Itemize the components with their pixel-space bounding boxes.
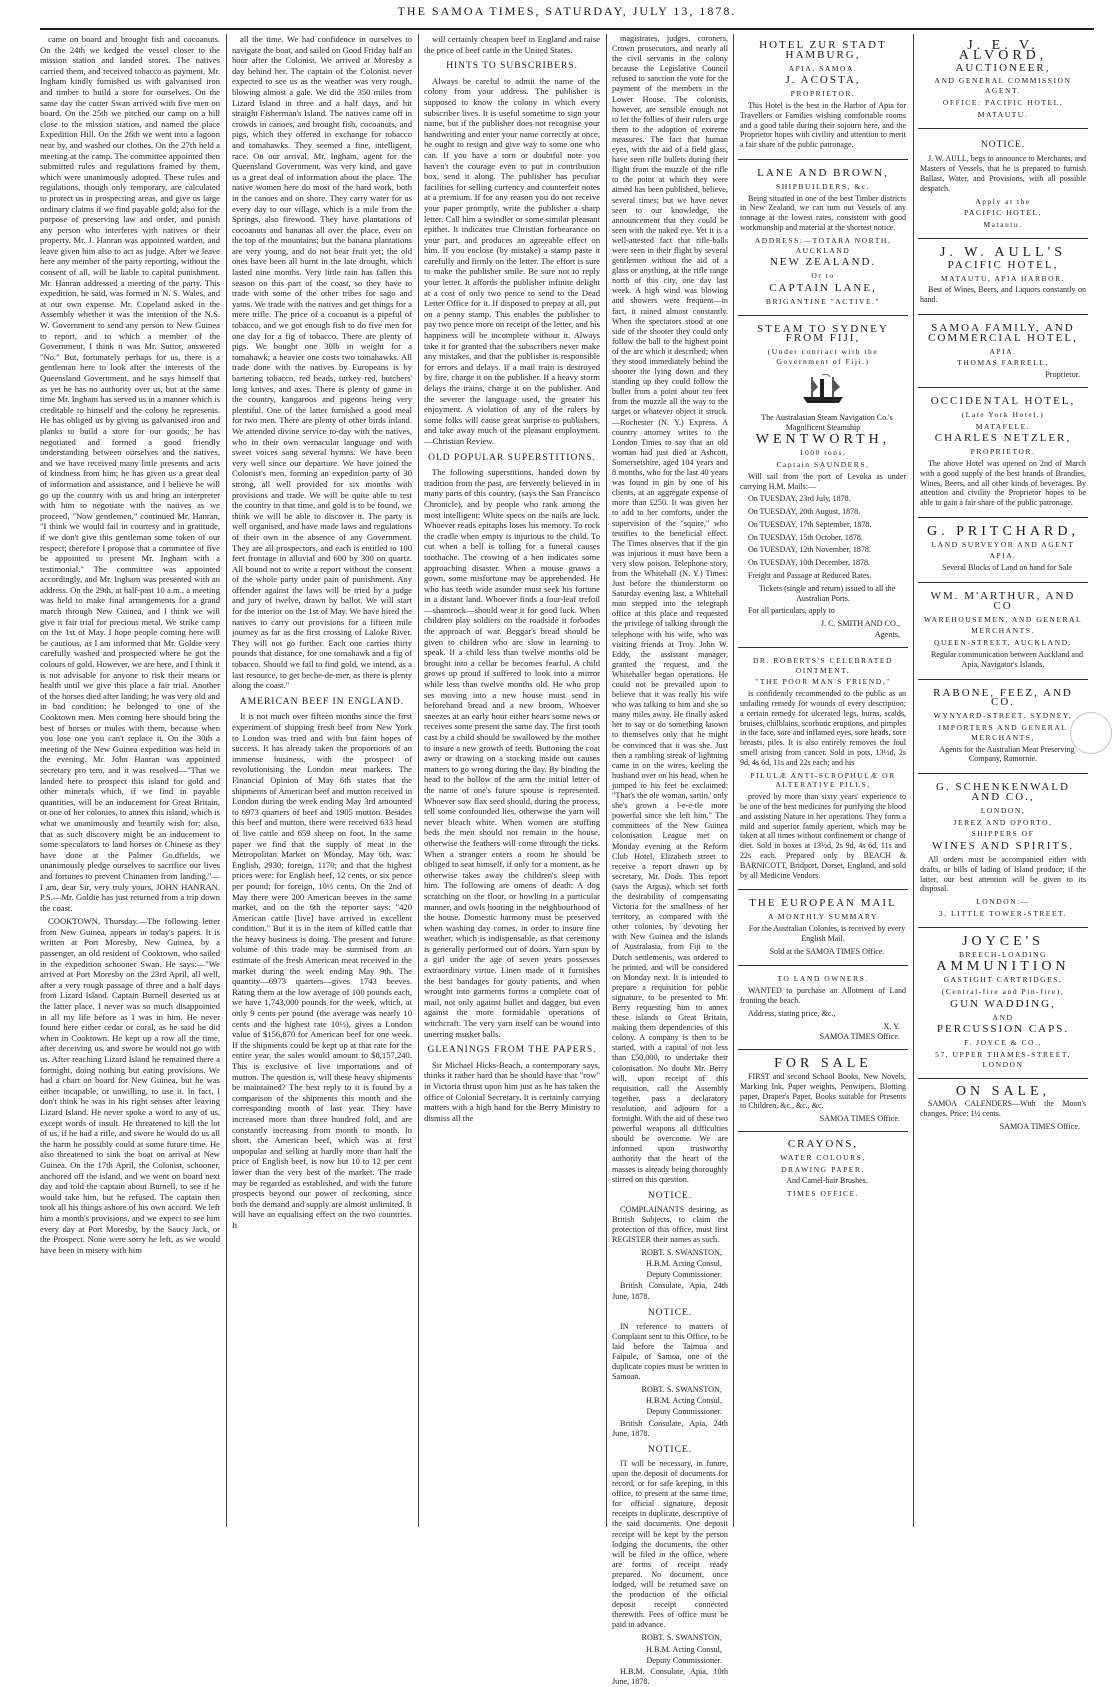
notice-heading: NOTICE. — [647, 1444, 693, 1455]
notice-signature: ROBT. S. SWANSTON, — [641, 1385, 722, 1395]
article-text: Sir Michael Hicks-Beach, a contemporary says, thinks it rather hard that he should have that "row" in Victoria thrust upon him just as he has taken the office of Colonial Secretary. It is certainly carrying matters with a high hand for the Berry Ministry to dismiss all the — [424, 1059, 600, 1123]
column-divider — [226, 34, 227, 1527]
notice-signature: H.B.M. Acting Consul, — [646, 1644, 722, 1654]
ad-joyce: JOYCE'S BREECH-LOADING AMMUNITION GASTIGHT CARTRIDGES, (Central-fire and Pin-fire), GUN WADDING, AND PERCUSSION CAPS. F. JOYCE & CO., 57, UPPER THAMES-STREET, LONDON — [918, 930, 1088, 1079]
notice-signature: Deputy Commissioner. — [646, 1270, 722, 1280]
article-text: came on board and brought fish and cocoanuts. On the 24th we kedged the vessel closer to the mission station and landed stores. The natives carried them, and received tobacco as payment. Mr. Ingham kindly furnished us with galvanised iron and timber to build a store for ourselves. On the same day the cutter Swan arrived with five men on board. On the 25th we pitched our camp on a hill close to the mission station, and named the place Expedition Hill. On the 26th we went into a lagoon near by, and washed our clothes. On the 27th held a meeting at the camp. The committee appointed then submitted rules and regulations framed by them, which were unanimously adopted. These rules and regulations, though only temporary, are calculated to protect us in prospecting areas, and give us large ordinary claims if we find payable gold; also for the purpose of preserving law and order, and punish any person who interferes with natives or their property. Mr. J. Hanran was appointed warden, and leave given him also to act as judge. After we leave here any member of the party reporting, without the consent of all, will be liable to capital punishment. Mr. Hanran addressed a meeting of the party. This expedition, he said, was formed in N. S. Wales, and at our own expense. Mr. Copeland asked in the Assembly whether it was the intention of the N.S. W. Government to send any person to New Guinea to report, and to which a member of the Government, I think it was Mr. Suttor, answered "No." But, fortunately perhaps for us, there is a gentleman here to look after the interests of the Queensland Government, and he says himself that as yet he has no authority over us, but at the same time Mr. Ingham has served us in a manner which is creditable to himself and the colony he represents. He has obliged us by giving us galvanised iron and planks to build a store for our goods; he has negotiated and formed a good friendly understanding between ourselves and the natives, and we have received many little presents and acts of kindness from him; he has given us a great deal of information and assistance, and I believe he will go up the country with us and bring an interpreter with him to negotiate with the natives as we proceed, "Now gentlemen," continued Mr. Hanran, "I think we would fail in courtesy and in gratitude, if we don't give this gentleman some token of our respect; therefore I propose that a committee of five be appointed to present Mr. Ingham with a testimonial." The committee was appointed accordingly, and Mr. Ingham was presented with an address. On the 29th, at half-past 10 a.m., a meeting was held to make final arrangements for a grand march through New Guinea, and I think we will give it fair trial for precious metal. We strike camp on the 1st of May. I hope people coming here will be cautious, as I am informed that Mr. Goldie very carefully washed and prospected where he got the colours of gold. However, we are here, and I think it is not advisable for anyone to risk their means or health until we give this place a fair trial. Another of the horses died after landing; he was very old and in bad condition; he belonged to one of the Cooktown men. Men coming here should bring the best of horses or mules with them, because when you lose one you can't replace it. On the 30th a meeting of the New Guinea expedition was held in the evening. Mr. John Hanran was appointed secretary pro tem, and it was resolved—"That we landed here to prospect this island for gold and other minerals which, if we find in payable quantities, will be an inducement for Great Britain, or one of her colonies, to annex this island, which is what we unanimously and heartily wish for; also, that as such discovery might be an inducement to some speculators to land horses or Chinese as they have done at the Palmer Go.dfields, we unanimously pledge ourselves to sacrifice our lives and fortunes to prevent Chinamen from landing."—I am, dear Sir, very truly yours, JOHN HANRAN. P.S.—Mr. Goldie has just returned from a trip down the coast. — [40, 34, 220, 913]
library-stamp-icon — [1070, 712, 1112, 754]
article-text: will certainly cheapen beef in England and raise the price of beef cattle in the United States. — [424, 34, 600, 55]
column-2 — [232, 34, 412, 1524]
ad-aull-hotel: J. W. AULL'S PACIFIC HOTEL, MATAUTU, APIA HARBOR. Best of Wines, Beers, and Liquors constantly on hand. — [918, 241, 1088, 315]
notice-heading: NOTICE. — [647, 1190, 693, 1201]
notice-signature: H.B.M. Acting Consul, — [646, 1396, 722, 1406]
article-heading: OLD POPULAR SUPERSTITIONS. — [428, 452, 596, 463]
notice-signature: Deputy Commissioner. — [646, 1407, 722, 1417]
column-6 — [918, 34, 1088, 1524]
ad-land-owners: TO LAND OWNERS. WANTED to purchase an Allotment of Land fronting the beach. Address, stating price, &c., X. Y. SAMOA TIMES Office. — [738, 968, 908, 1050]
notice-text: IT will be necessary, in future, upon the deposit of documents for record, or for safe keeping, in this office, to present at the same time, for official signature, deposit receipts in duplicate, descriptive of the said documents. One deposit receipt will be kept by the person lodging the documents, the other will be filed in the office, where are forms of receipt ready prepared. No document, once lodged, will be returned save on the production of the official deposit receipt connected therewith. Fees of office must be paid in advance. — [612, 1458, 728, 1630]
notice-signature: ROBT. S. SWANSTON, — [641, 1248, 722, 1258]
article-text: magistrates, judges, coroners, Crown prosecutors, and nearly all the civil servants in the colony because the Legislative Council refused to sanction the vote for the payment of the members in the Lower House. The colonists, however, are sensible enough not to let the follies of their rulers urge them to the adoption of extreme measures. The fact that human eyes, with the aid of a field glass, have seen rifle bullets during their flight from the muzzle of the rifle to the point at which they were aimed has been published, believe, several times; but we have never seen to our knowledge, the announcement that they could be seen with the naked eye. Yet it is a well-attested fact that rifle-balls were seen in their flight by several gentlemen without the aid of a glass or anything, at the rifle range north of this city, one day last week. A high wind was blowing and showers were frequent—in fact, it rained almost constantly. When the spectators stood at one side of the shooter they could only follow the ball to the highest point of the arc which it described; when they stood immediately behind the shooter the lying down and they standing up they could follow the bullet from a point about ten feet from the muzzle all the way to the target or whatever object it struck.—Rochester (N. Y.) Express. A country attorney writes to the London Times to say that an old woman had just died at Ashcott, Somersetshire, aged 104 years and 8 months, who for the last 40 years was found in gin by one of his clients, at an aggregate expense of more than £250. It was given her to add to her comforts, under the supervision of the "squire," who testifies to the beneficial effect. The Times observes that if the gin was injurious it must have been a very slow poison. Telephone story, from the Whitehall (N. Y.) Times: Just before the thunderstorm on Saturday evening last, a Whitehall man stepped into the telegraph office at this place and requested the privilege of talking through the telephone with his wife, who was visiting friends at Troy. John W. Eddy, the assistant manager, granted the request, and the Whitehaller began operations. He could not be prevailed upon to believe that it was really his wife who was talking to him and she so many miles away. He finally asked her to say or do something known to themselves only that he might be convinced that it was she. Just then a rambling streak of lightning came in on the wires, keeling the husband over on his head, when he jumped to his feet he exclaimed: "That's the ole woman, sartin,' only she's grown a l-e-e-tle more powerful since she left him." The committees of the New Guinea colonisation League met on Monday evening at the Reform Club Hotel, Elizabeth street to receive a report drawn up by secretary, Mr. Dods. This report (says the Argus), which set forth the desirability of compensating Victoria for the smallness of her territory, as compared with the other colonies, by devoting her with New Guinea and the islands of Australasia, from Fiji to the Dutch settlements, was ordered to be printed, and will be considered on Monday next. It is intended to prepare a requisition for public signature, to be presented to Mr. Berry requesting him to annex these islands to Great Britain, making them dependencies of this colony. A company is then to be started, with a capital of not less than £50,000, to undertake their colonisation. No doubt Mr. Berry will, upon receipt of this requisition, call the Assembly together, pass a declaratory resolution, and adjourn for a fortnight. With the aid of these two powerful weapons all difficulties should be overcome. We are informed upon trustworthy authority that the heart of the masses is already being thoroughly stirred on this question. — [612, 34, 728, 1184]
ad-for-sale: FOR SALE FIRST and second School Books, New Novels, Marking Ink, Paper weights, Penwipers, Blotting paper, Draper's Paper, Books suitable for Presents to Children, &c., &c., &c. SAMOA TIMES Office. — [738, 1052, 908, 1132]
notice-place: British Consulate, Apia, 24th June, 1878. — [612, 1281, 728, 1301]
ad-crayons: CRAYONS, WATER COLOURS, DRAWING PAPER, And Camel-hair Brushes. TIMES OFFICE. — [780, 1137, 868, 1199]
notice-place: H.B.M. Consulate, Apia, 10th June, 1878. — [612, 1666, 728, 1686]
article-text: all the time. We had confidence in ourselves to navigate the boat, and sailed on Good Friday half an hour after the Colonist. We arrived at Moresby a day behind her. The captain of the Colonist never expected to see us as the weather was very rough, blowing almost a gale. We did the 350 miles from Lizard Island in three and a half days, and hit straight Fisherman's Island. The natives came off in crowds in canoes, and brought fish, cocoanuts, and pigs, which they offered in exchange for tobacco and tomahawks. They seemed a fine, intelligent, race. On our arrival, Mr. Ingham, agent for the Queensland Government, was very kind, and gave us a great deal of information about the place. The native women here do most of the hard work, both in the canoes and on shore. They carry water for us every day to our village, which is a mile from the Springs, also firewood. They have plantations of cocoanuts and bananas all over the place, even on the top of the mountains; but the banana plantations are very young, and do not bear fruit yet; the old ones have been all burnt in the late drought, which lasted nine months. Very little rain has fallen this season on this part of the coast, so they have to trade with some of the other tribes for sago and yams. We trade with the natives and get things for a mere trifle. The price of a cocoanut is a pipeful of tobacco, and we got enough fish to do five men for one day for a fig of tobacco. There are plenty of pigs. We bought one 30lb in weight for a tomahawk; a heavier one costs two tomahawks. All trade done with the natives by Europeans is by bartering tobacco, red beads, turkey red, butchers' long knives, and axes. There is plenty of game in the country, kangaroos and pigeons being very plentiful. One of the latter furnished a good meal for two men. There are plenty of other birds inland. We attended divine service to-day with the natives, who in their own vernacular language and with sweet voices sang several hymns. We have been very well since our departure. We have joined the Colonist's men, forming an expedition party of 30 strong, all well provided for six months with provisions and trade. We will be quite able to test the country in that time, and gold is to be found, we think we will be able to discover it. The party is well organised, and have made laws and regulations of their own in the absence of any Government. They are all prospectors, and each is entitled to 100 feet frontage in alluvial and 600 by 300 on quartz. All bound not to write a report without the consent of the whole party under pain of punishment. Any offender against the laws will be tried by a judge and jury of twelve, drawn by ballot. We will start for the interior on the 1st of May. We have hired the natives to carry our provisions for a fifteen mile journey as far as the first crossing of Laloke River. They will not go further. Each one carries thirty pounds that distance, for one tomahawk and a fig of tobacco. Should we fail to find gold, we intend, as a last resource, to get beche-de-mer, as there is plenty along the coast." — [232, 34, 412, 691]
article-text: COOKTOWN, Thursday.—The following letter from New Guinea, appears in today's papers. It is written at Port Moresby, New Guinea, by a passenger, an old resident of Cooktown, who sailed in the expedition schooner Swan. He says:—"We arrived at Port Moresby on the 23rd April, all well, after a very rough passage of three and a half days from Lizard Island. Captain Burnell deserted us at the latter place. I never was so much disappointed in all my life before as I was in him. He never found here either cedar or coral, as he said he did when in Cooktown. He kept up a row all the time, after deceiving us, and swore he would not go with us. After reaching Lizard Island he remained there a fortnight, doing nothing but eating provisions. We had a chart on board for New Guinea, but he was either incapable, or unwilling, to use it. In fact, I don't think he was in his right senses after leaving Lizard Island. He never spoke a word to any of us, except words of insult. He threatened to kill the lot of us, if he had a rifle, and swore he would do us all the harm he possibly could at some future time. He also threatened to sink the boat on arrival at New Guinea. On the 17th April, the Colonist, schooner, anchored off the island, and we went on board next day and told the captain about Burnell, to see if he would take him, but he refused. The captain then took all his things ashore of his own accord. We left him a month's provisions, and we expect to see him every day at Port Moresby, by the Saucy Jack, or the Prospect. None were sorry he left, as we would have been in misery with him — [40, 916, 220, 1255]
ad-aull-notice: NOTICE. J. W. AULL, begs to announce to Merchants, and Masters of Vessels, that he is prepared to furnish Ballast, Water, and Provisions, with all possible despatch. Apply at the PACIFIC HOTEL, Matautu. — [918, 131, 1088, 239]
article-text: It is not much over fifteen months since the first experiment of shipping fresh beef from New York to London was tried and with but faint hopes of success. It has already taken the proportions of an immense business, with the prospect of revolutionising the London meat markets. The Financial Opinion of May 6th states that the shipments of American beef and mutton received in London during the week ending May 3rd amounted to 6973 quarters of beef and 1905 mutton. Besides this beef and mutton, there were received 633 head of live cattle and 659 sheep on foot. In the same paper we find that the supply of meat in the Metropolitan Market on Monday, May 6th, was: English, 2930; foreign, 1170; and that the highest prices were: for English beef, 12 cents, or six pence per pound; for foreign, 10½ cents. On the 2nd of May there were 200 American beeves in the same market, and on the 6th the reporter says: "420 American cattle [live] have arrived in excellent condition." But it is in the item of killed cattle that the heavy business is doing. The present and future volume of this trade may be surmised from an estimate of the fresh American meat received in the market during the week ending May 9th. The quantity—6973 quarters—gives 1743 beeves. Rating them at the low average of 100 pounds each, we have 1,743,000 pounds for the week, which, at only 9 cents per pound (the average was nearly 10 cents and the highest rate 10½), gives a London value of $156,870 for American beef for one week. If the shipments could be kept up at that rate for the entire year, the sales would amount to $8,157,240. This is exclusive of live importations and of mutton. The question is, will these heavy shipments be maintained? The best reply to it is found by a comparison of the shipments this month and the corresponding month of last year. They have increased more than three hundred fold, and are constantly increasing from month to month. In short, the American beef, which was at first unpopular and selling at hardly more than half the price of English beef, is now but 10 to 12 per cent lower than the very best of the market. The trade may be regarded as established, and with the future prospects beyond our power of reckoning, since both the demand and supply are almost unlimited. It will have an equalising effect on the two countries. It — [232, 711, 412, 1230]
column-4 — [612, 34, 728, 1686]
ad-samoa-hotel: SAMOA FAMILY, AND COMMERCIAL HOTEL, APIA. THOMAS FARRELL, Proprietor. — [918, 317, 1088, 388]
ad-rabone-feez: RABONE, FEEZ, AND CO. WYNYARD-STREET, SYDNEY, IMPORTERS AND GENERAL MERCHANTS, Agents for the Australian Meat Preserving Company, Ramornie. — [918, 682, 1088, 775]
ad-marthur: WM. M'ARTHUR, AND CO WAREHOUSEMEN, AND GENERAL MERCHANTS. QUEEN-STREET, AUCKLAND. Regular communication between Auckland and Apia, Navigator's Islands. — [918, 585, 1088, 680]
steamship-icon — [800, 373, 846, 407]
column-divider — [418, 34, 419, 1527]
notice-place: British Consulate, Apia, 24th June, 1878. — [612, 1418, 728, 1438]
ad-pritchard: G. PRITCHARD, LAND SURVEYOR AND AGENT APIA. Several Blocks of Land on hand for Sale — [918, 520, 1088, 583]
notice-signature: ROBT. S. SWANSTON, — [641, 1633, 722, 1643]
ad-on-sale: ON SALE, SAMOA CALENDERS—With the Moon's changes. Price: 1½ cents. SAMOA TIMES Office. — [920, 1083, 1086, 1131]
column-divider — [733, 34, 734, 1527]
ad-hotel-hamburg: HOTEL ZUR STADT HAMBURG, APIA, SAMOA. J. ACOSTA, PROPRIETOR. This Hotel is the best in the Harbor of Apia for Travellers or Families wishing comfortable rooms and a good table during their sojourn here, and the Proprietor hopes with civility and attention to merit a fair share of the public patronage. — [738, 34, 908, 160]
ad-steam-sydney: STEAM TO SYDNEY FROM FIJI, (Under contract with the Government of Fiji.) The Australasian Steam Navigation Co.'s Magnificent Steamship WENTWORTH, 1000 tons, Captain SAUNDERS, Will sail from the port of Levuka as under carrying H.M. Mails:— On TUESDAY, 23rd July, 1878. On TUESDAY, 20th August, 1878. On TUESDAY, 17th September, 1878. On TUESDAY, 15th October, 1878. On TUESDAY, 12th November, 1878. On TUESDAY, 10th December, 1878. Freight and Passage at Reduced Rates. Tickets (single and return) issued to all the Australian Ports. For all particulars, apply to J. C. SMITH AND CO., Agents, — [738, 318, 908, 648]
article-heading: HINTS TO SUBSCRIBERS. — [446, 61, 578, 72]
column-divider — [913, 34, 914, 1527]
ad-european-mail: THE EUROPEAN MAIL A MONTHLY SUMMARY For the Australian Colonies, is received by every English Mail. Sold at the SAMOA TIMES Office. — [738, 892, 908, 966]
article-heading: GLEANINGS FROM THE PAPERS. — [427, 1045, 597, 1056]
ad-roberts-ointment: DR. ROBERTS'S CELEBRATED OINTMENT, "THE POOR MAN'S FRIEND," is confidently recommended to the public as an unfailing remedy for wounds of every description; a certain remedy for ulcerated legs, burns, scalds, bruises, chilblains, scorbutic eruptions, and pimples in the face, sore and inflamed eyes, sore heads, sore breasts, piles. It is also entirely removes the foul smell arising from cancer. Sold in pots, 13½d, 2s 9d, 4s 6d, 11s and 22s each; and his PILULÆ ANTI-SCROPHULÆ OR ALTERATIVE PILLS, proved by more than sixty years' experience to be one of the best medicines for purifying the blood and assisting Nature in her operations. They form a mild and superior family aperient, which may be taken at all times without confinement or change of diet. Sold in boxes at 13½d, 2s 9d, 4s 6d, 11s and 22s each. Prepared only by BEACH & BARNICOTT, Bridport, Dorset, England, and sold by all Medicine Vendors. — [738, 650, 908, 891]
article-text: Always be careful to admit the name of the colony from your address. The publisher is supposed to know the colony in which every subscriber lives. It is useful sometime to sign your name, but if the publisher does not recognise your handwriting and enter your name correctly at once, he ought to resign and give way to some one who can. If you have a torn or doubtful note you haven't the courage even to put in contribution box, send it along. The publisher has peculiar facilities for selling currency and counterfeit notes at a premium. If for any reason you do not receive your paper promptly, write the publisher a sharp letter. Call him a swindler or some similar pleasant epithet. It indicates true Christian forbearance on your part, and produces an agreeable effect on him. If you enclose (by mistake) a stamp paste it carefully and firmly on the letter. The effort is sure to make the publisher smile. Be sure not to reply your letter. It affords the publisher infinite delight at a cost of only two pence to send to the Dead Letter Office for it. If disposed to prepay at all, put on a penny stamp. This enables the publisher to pay two pence more on receipt of the letter, and his happiness will be incomplete without it. Always take it for granted that the subscribers never make any mistakes, and that the publisher is responsible for errors and delays. If a mail train is destroyed by fire, charge it on the publisher. If a heavy storm delays the trains, charge it on the publisher. And the severer the language used, the greater his enjoyment. A violation of any of the rulers by some folks will cause great surprise to publishers, and take away much of the pleasant employment.—Christian Review. — [424, 75, 600, 446]
notice-heading: NOTICE. — [647, 1307, 693, 1318]
ad-alvord: J. E. V. ALVORD, AUCTIONEER, AND GENERAL COMMISSION AGENT. OFFICE: PACIFIC HOTEL, MATAUTU. — [918, 34, 1088, 129]
masthead: THE SAMOA TIMES, SATURDAY, JULY 13, 1878. — [397, 4, 737, 18]
column-5 — [738, 34, 908, 1524]
ad-occidental-hotel: OCCIDENTAL HOTEL, (Late York Hotel.) MATAFELE. CHARLES NETZLER, PROPRIETOR. The above Hotel was opened on 2nd of March with a good supply of the best brands of Brandies, Wines, Beers, and all other kinds of beverages. By attention and civility the Proprietor hopes to be able to gain a fair share of the public patronage. — [918, 390, 1088, 518]
notice-text: IN reference to matters of Complaint sent to this Office, to be laid before the Taimua and Faipule, of Samoa, one of the duplicate copies must be written in Samoan. — [612, 1321, 728, 1382]
column-divider — [606, 34, 607, 1527]
notice-signature: H.B.M. Acting Consul, — [646, 1259, 722, 1269]
ad-lane-brown: LANE AND BROWN, SHIPBUILDERS, &c. Being situated in one of the best Timber districts in New Zealand, we can turn out Vessels of any tonnage at the lowest rates, consistent with good workmanship and material at the shortest notice. ADDRESS:—TOTARA NORTH, AUCKLAND NEW ZEALAND. Or to CAPTAIN LANE, BRIGANTINE "ACTIVE." — [738, 162, 908, 316]
column-3 — [424, 34, 600, 1524]
ad-schenkenwald: G. SCHENKENWALD AND CO., LONDON, JEREZ AND OPORTO, SHIPPERS OF WINES AND SPIRITS. All orders must be accompanied either with drafts, or bills of lading of Island produce; if the latter, our best attention will be given to its disposal. LONDON:— 3, LITTLE TOWER-STREET. — [918, 776, 1088, 928]
article-heading: AMERICAN BEEF IN ENGLAND. — [239, 696, 405, 707]
notice-signature: Deputy Commissioner. — [646, 1655, 722, 1665]
notice-text: COMPLAINANTS desiring, as British Subjects, to claim the protection of this office, must first REGISTER their names as such. — [612, 1204, 728, 1245]
masthead-rule — [40, 28, 1094, 30]
article-text: The following superstitions, handed down by tradition from the past, are fervently believed in in many parts of this country, (says the San Francisco Chronicle), and by people who rank among the most intelligent: White specs on the nails are luck. Whoever reads epitaphs loses his memory. To rock the cradle when empty is injurious to the child. To cut when a bell is tolling for a funeral causes toothache. The crowing of a hen indicates some approaching disaster. When a mouse gnaws a gown, some misfortune may be apprehended. He who has teeth wide asunder must seek his fortune in a distant land. Whoever finds a four-leaf trefoil—shamrock—should wear it for good luck. When children play soldiers on the roadside it forbodes the approach of war. Beggar's bread should be given to children who are slow in learning to speak. If a child less than twelve months old be brought into a cellar be becomes fearful. A child grows up proud if suffered to look into a mirror while less than twelve months old. He who prop ses moving into a new house must send in beforehand bread and a new broom. Whoever sneezes at an early hour either hears some news or receives some present the same day. The first tooth cast by a child should be swallowed by the mother to insure a new growth of teeth. Buttoning the coat awry or drawing on a stocking inside out causes matters to go wrong during the day. By binding the head to the hollow of the arm the initial letter of the name of one's future spouse is represented. Whoever sow flax seed should, during the process, tell some confounded lies, otherwise the yarn will never bleach white. When women are stuffing beds the men should not remain in the house, otherwise the feathers will come through the ticks. When a stranger enters a room he should be obliged to seat himself, if only for a moment, as he otherwise takes away the children's sleep with him. The following are omens of death: A dog scratching on the floor, or howling in a particular manner, and owls hooting in the neighbourhood of the house. Domestic harmony must be preserved when washing day comes, in order to insure fine weather, which is indispensable, as that ceremony is generally performed out of doors. Yarn spun by a girl under the age of seven years possesses extraordinary virtue. Linen made of it furnishes the best bandages for gouty patients, and when wrought into garments forms a complete coat of mail, not only against bullet and dagger, but even against the more formidable operations of witchcraft. The very yarn itself can be wound into unerring musket balls. — [424, 467, 600, 1039]
column-1 — [40, 34, 220, 1524]
